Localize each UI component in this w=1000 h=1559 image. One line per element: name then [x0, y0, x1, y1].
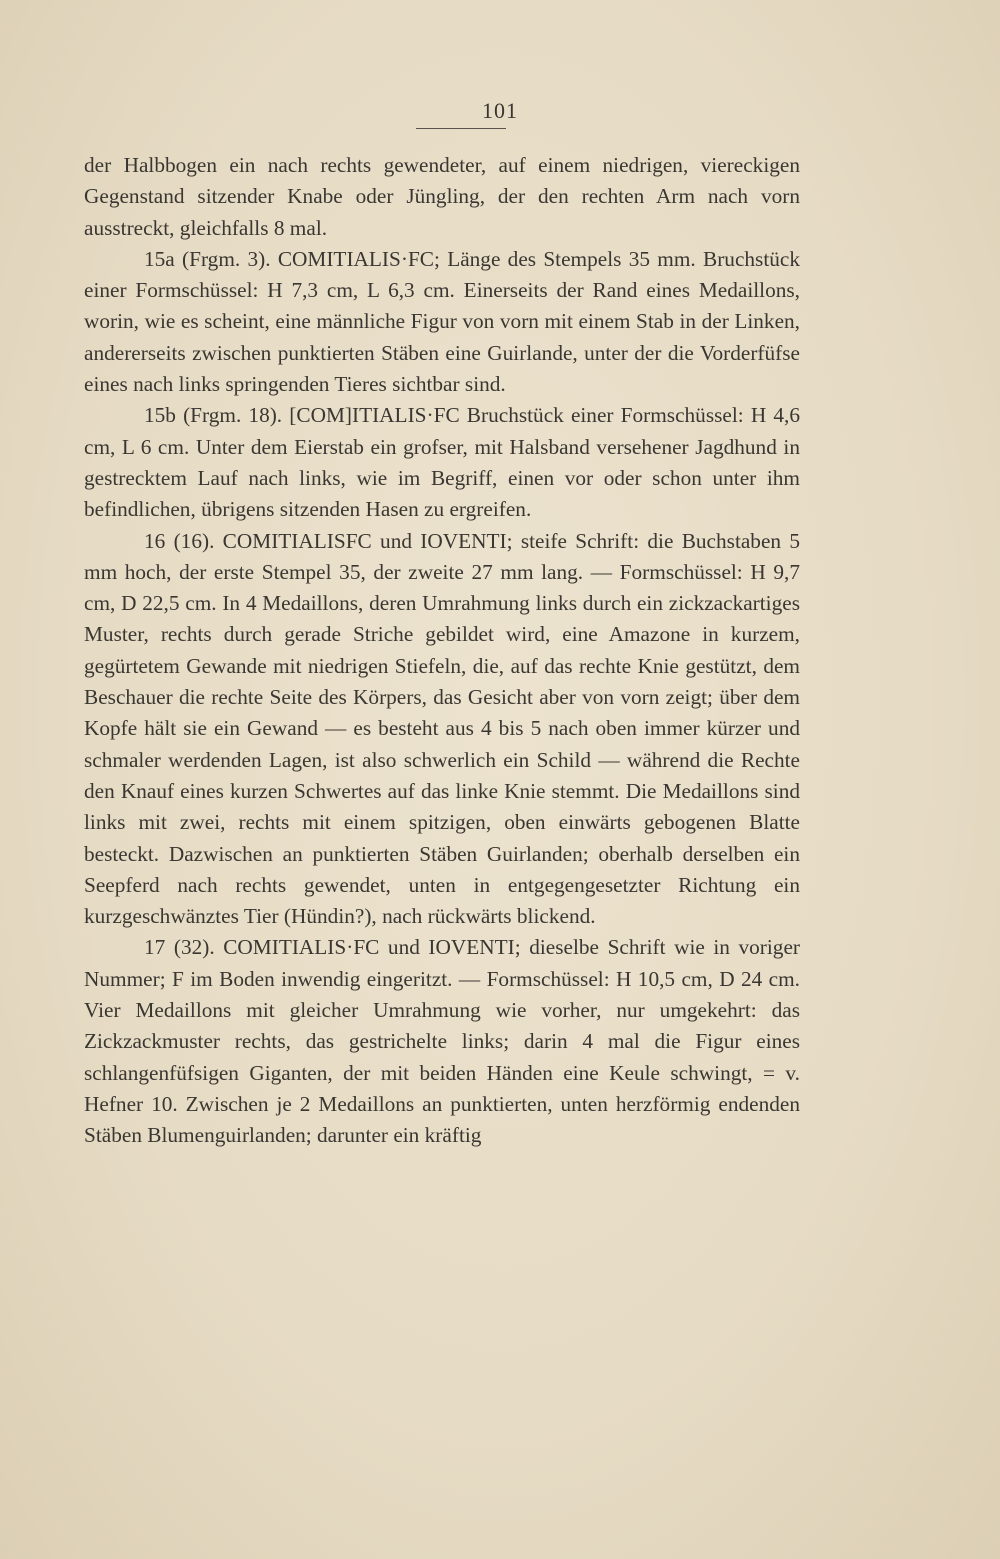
paragraph-entry-15a: 15a (Frgm. 3). COMITIALIS·FC; Länge des Stempels 35 mm. Bruchstück einer Formschüssel: H 7,3 cm, L 6,3 cm. Einerseits der Rand eines Medaillons, worin, wie es scheint, eine männliche Figur von vorn mit einem Stab in der Linken, andererseits zwischen punktierten Stäben eine Guirlande, unter der die Vorderfüfse eines nach links springenden Tieres sichtbar sind. [84, 246, 800, 397]
page-number: 101 [482, 98, 518, 123]
paragraph-entry-17: 17 (32). COMITIALIS·FC und IOVENTI; dieselbe Schrift wie in voriger Nummer; F im Boden inwendig eingeritzt. — Formschüssel: H 10,5 cm, D 24 cm. Vier Medaillons mit gleicher Umrahmung wie vorher, nur umgekehrt: das Zickzackmuster rechts, das gestrichelte links; darin 4 mal die Figur eines schlangenfüfsigen Giganten, der mit beiden Händen eine Keule schwingt, = v. Hefner 10. Zwischen je 2 Medaillons an punktierten, unten herzförmig endenden Stäben Blumenguirlanden; darunter ein kräftig [84, 935, 800, 1148]
header-rule [416, 128, 506, 129]
paragraph-entry-16: 16 (16). COMITIALISFC und IOVENTI; steife Schrift: die Buchstaben 5 mm hoch, der erste Stempel 35, der zweite 27 mm lang. — Formschüssel: H 9,7 cm, D 22,5 cm. In 4 Medaillons, deren Umrahmung links durch ein zickzackartiges Muster, rechts durch gerade Striche gebildet wird, eine Amazone in kurzem, gegürtetem Gewande mit niedrigen Stiefeln, die, auf das rechte Knie gestützt, dem Beschauer die rechte Seite des Körpers, das Gesicht aber von vorn zeigt; über dem Kopfe hält sie ein Gewand — es besteht aus 4 bis 5 nach oben immer kürzer und schmaler werdenden Lagen, ist also schwerlich ein Schild — während die Rechte den Knauf eines kurzen Schwertes auf das linke Knie stemmt. Die Medaillons sind links mit zwei, rechts mit einem spitzigen, oben einwärts gebogenen Blatte besteckt. Dazwischen an punktierten Stäben Guirlanden; oberhalb derselben ein Seepferd nach rechts gewendet, unten in entgegengesetzter Richtung ein kurzgeschwänztes Tier (Hündin?), nach rückwärts blickend. [84, 528, 800, 929]
paragraph-entry-15b: 15b (Frgm. 18). [COM]ITIALIS·FC Bruchstück einer Formschüssel: H 4,6 cm, L 6 cm. Unter dem Eierstab ein grofser, mit Halsband versehener Jagdhund in gestrecktem Lauf nach links, wie im Begriff, einen vor oder schon unter ihm befindlichen, übrigens sitzenden Hasen zu ergreifen. [84, 403, 800, 522]
paragraph-continuation: der Halbbogen ein nach rechts gewendeter, auf einem niedrigen, viereckigen Gegenstand sitzender Knabe oder Jüngling, der den rechten Arm nach vorn ausstreckt, gleichfalls 8 mal. [84, 153, 800, 240]
body-text [84, 150, 800, 1152]
